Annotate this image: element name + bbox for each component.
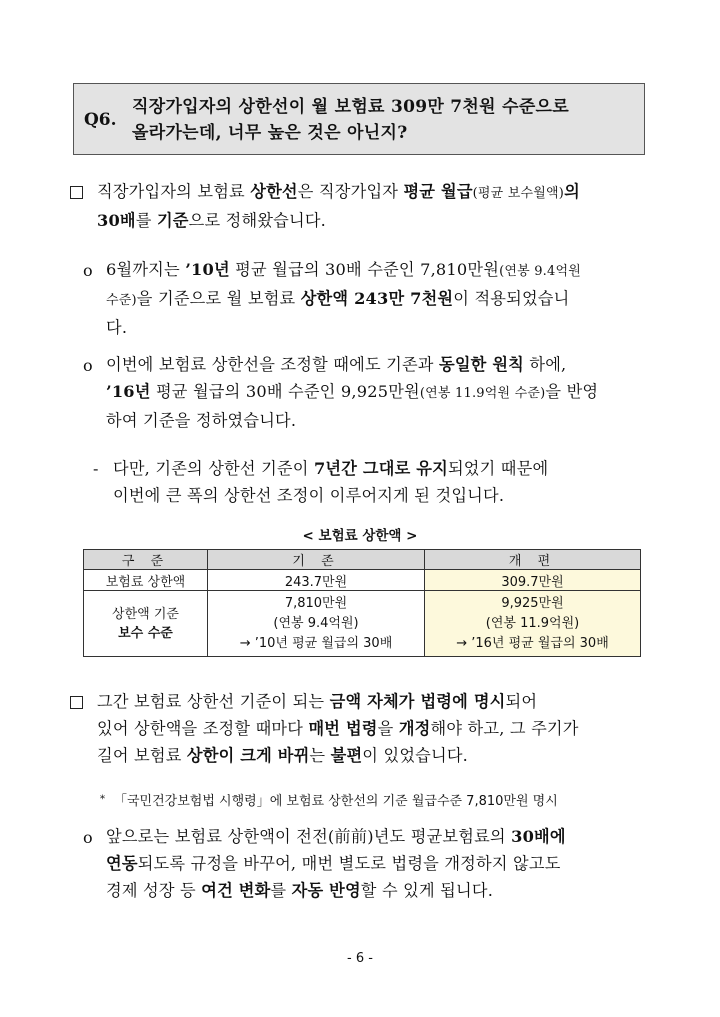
table-row: [84, 591, 641, 657]
row1-old: 243.7만원: [208, 570, 425, 591]
bullet-1-text: 6월까지는 ’10년 평균 월급의 30배 수준인 7,810만원(연봉 9.4억원 수준)을 기준으로 월 보험료 상한액 243만 7천원이 적용되었습니 다.: [106, 260, 582, 337]
footnote-text: 「국민건강보험법 시행령」에 보험료 상한선의 기준 월급수준 7,810만원 명시: [114, 794, 558, 809]
question-label: Q6.: [84, 110, 117, 130]
page-number: - 6 -: [347, 951, 373, 966]
dash-item-text: 다만, 기존의 상한선 기준이 7년간 그대로 유지되었기 때문에 이번에 큰 폭의 상한선 조정이 이루어지게 된 것입니다.: [113, 459, 549, 505]
bullet-2-text: 이번에 보험료 상한선을 조정할 때에도 기존과 동일한 원칙 하에, ’16년 평균 월급의 30배 수준인 9,925만원(연봉 11.9억원 수준)을 반영 하여 기준을 정하였습니다.: [106, 355, 599, 430]
table-header-old: 기 존: [208, 550, 425, 570]
question-line-2: 올라가는데, 너무 높은 것은 아닌지?: [132, 123, 408, 143]
bullet-circle: o: [83, 261, 93, 280]
bullet-circle: o: [83, 828, 93, 847]
section2-paragraph: 그간 보험료 상한선 기준이 되는 금액 자체가 법령에 명시되어 있어 상한액을 조정할 때마다 매번 법령을 개정해야 하고, 그 주기가 길어 보험료 상한이 크게 바뀌는 불편이 있었습니다.: [97, 692, 579, 765]
question-line-1: 직장가입자의 상한선이 월 보험료 309만 7천원 수준으로: [132, 97, 569, 117]
bullet-3-text: 앞으로는 보험료 상한액이 전전(前前)년도 평균보험료의 30배에 연동되도록 규정을 바꾸어, 매번 별도로 법령을 개정하지 않고도 경제 성장 등 여건 변화를 자동 반영할 수 있게 됩니다.: [106, 827, 566, 900]
row2-new: 9,925만원 (연봉 11.9억원) → ’16년 평균 월급의 30배: [425, 591, 641, 657]
checkbox-square-icon: [70, 696, 83, 709]
checkbox-square-icon: [70, 186, 83, 199]
footnote-star: *: [100, 794, 105, 805]
row2-label: 상한액 기준 보수 수준: [84, 591, 208, 657]
table-caption: < 보험료 상한액 >: [302, 528, 418, 544]
table-header-new: 개 편: [425, 550, 641, 570]
table-header-category: 구 준: [84, 550, 208, 570]
dash-marker: -: [93, 459, 99, 478]
question-box: [73, 83, 645, 155]
section1-paragraph: 직장가입자의 보험료 상한선은 직장가입자 평균 월급(평균 보수월액)의 30배를 기준으로 정해왔습니다.: [97, 182, 580, 230]
table-header-row: [84, 550, 641, 570]
row1-label: 보험료 상한액: [84, 570, 208, 591]
row2-old: 7,810만원 (연봉 9.4억원) → ’10년 평균 월급의 30배: [208, 591, 425, 657]
table-row: [84, 570, 641, 591]
premium-cap-table: [83, 549, 641, 657]
bullet-circle: o: [83, 356, 93, 375]
question-text: [132, 94, 569, 146]
row1-new: 309.7만원: [425, 570, 641, 591]
